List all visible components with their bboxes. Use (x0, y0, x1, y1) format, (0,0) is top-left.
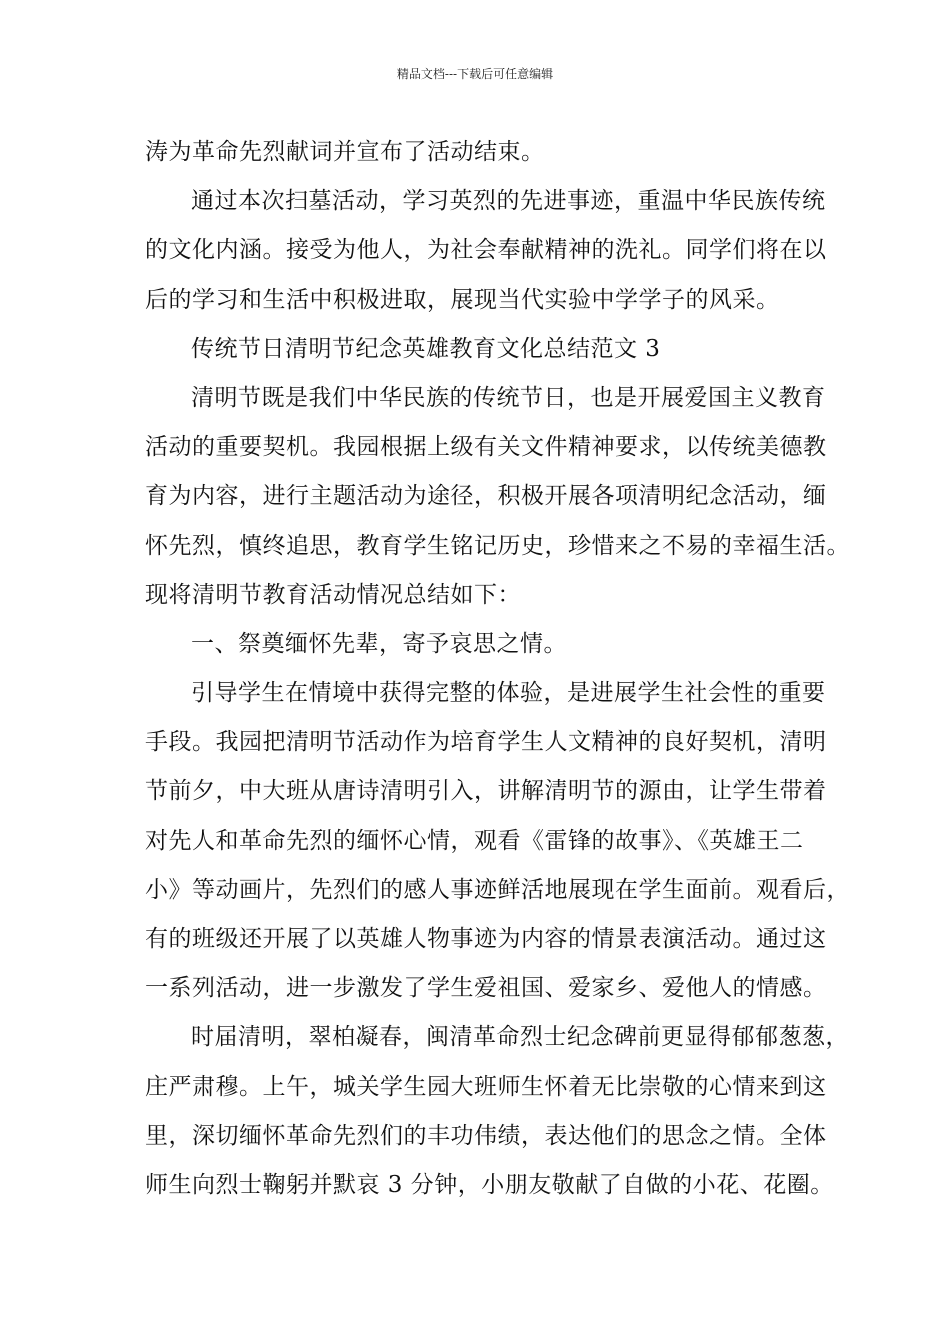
text-line: 有的班级还开展了以英雄人物事迹为内容的情景表演活动。通过这 (145, 926, 827, 952)
text-line: 引导学生在情境中获得完整的体验，是进展学生社会性的重要 (191, 680, 826, 707)
text-line: 里，深切缅怀革命先烈们的丰功伟绩，表达他们的思念之情。全体 (145, 1122, 827, 1149)
text-line: 手段。我园把清明节活动作为培育学生人文精神的良好契机，清明 (145, 729, 827, 756)
text-line: 传统节日清明节纪念英雄教育文化总结范文 3 (191, 335, 661, 362)
text-line: 师生向烈士鞠躬并默哀 3 分钟，小朋友敬献了自做的小花、花圈。 (145, 1171, 834, 1198)
text-line: 涛为革命先烈献词并宣布了活动结束。 (145, 139, 545, 165)
body-text (145, 128, 850, 1210)
text-line: 后的学习和生活中积极进取，展现当代实验中学学子的风采。 (145, 286, 780, 313)
text-line: 怀先烈，慎终追思，教育学生铭记历史，珍惜来之不易的幸福生活。 (145, 532, 850, 559)
text-line: 时届清明，翠柏凝春，闽清革命烈士纪念碑前更显得郁郁葱葱， (191, 1024, 849, 1051)
page-header: 精品文档---下载后可任意编辑 (396, 67, 554, 81)
text-line: 通过本次扫墓活动，学习英烈的先进事迹，重温中华民族传统 (191, 188, 826, 215)
text-line: 的文化内涵。接受为他人，为社会奉献精神的洗礼。同学们将在以 (145, 237, 827, 264)
text-line: 小》等动画片，先烈们的感人事迹鲜活地展现在学生面前。观看后， (145, 876, 850, 903)
text-line: 一系列活动，进一步激发了学生爱祖国、爱家乡、爱他人的情感。 (145, 975, 827, 1002)
text-line: 活动的重要契机。我园根据上级有关文件精神要求，以传统美德教 (145, 434, 827, 461)
text-line: 育为内容，进行主题活动为途径，积极开展各项清明纪念活动，缅 (145, 483, 827, 510)
text-line: 节前夕，中大班从唐诗清明引入，讲解清明节的源由，让学生带着 (145, 778, 827, 805)
text-line: 现将清明节教育活动情况总结如下： (145, 581, 521, 608)
text-line: 一、祭奠缅怀先辈，寄予哀思之情。 (191, 630, 567, 657)
text-line: 庄严肃穆。上午，城关学生园大班师生怀着无比崇敬的心情来到这 (145, 1073, 827, 1100)
text-line: 清明节既是我们中华民族的传统节日，也是开展爱国主义教育 (191, 384, 826, 411)
text-line: 对先人和革命先烈的缅怀心情，观看《雷锋的故事》、《英雄王二 (145, 827, 804, 854)
